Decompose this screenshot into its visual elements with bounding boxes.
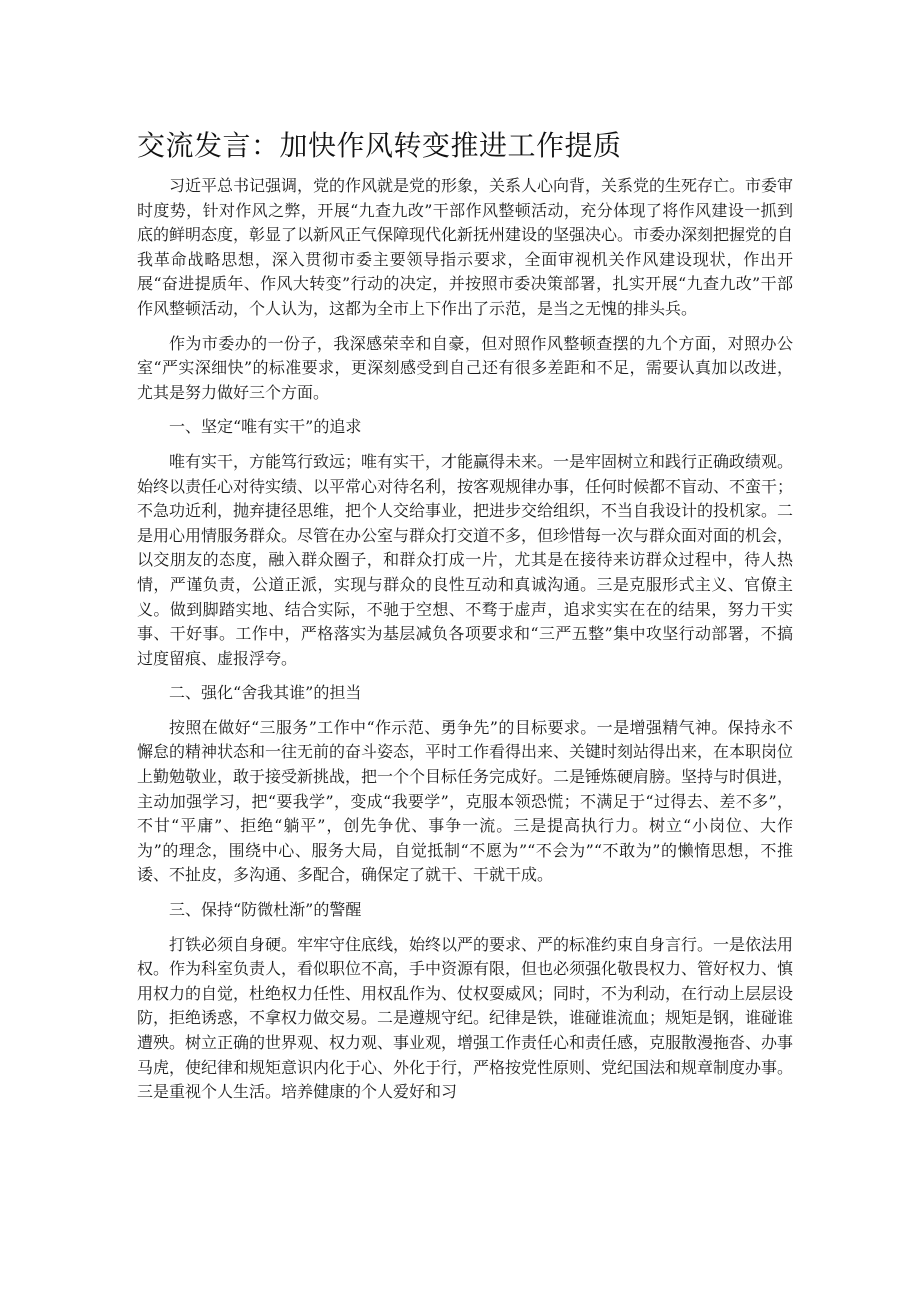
- intro-paragraph-1: 习近平总书记强调，党的作风就是党的形象，关系人心向背，关系党的生死存亡。市委审时度势，针对作风之弊，开展“九查九改”干部作风整顿活动，充分体现了将作风建设一抓到底的鲜明态度，彰显了以新风正气保障现代化新抚州建设的坚强决心。市委办深刻把握党的自我革命战略思想，深入贯彻市委主要领导指示要求，全面审视机关作风建设现状，作出开展“奋进提质年、作风大转变”行动的决定，并按照市委决策部署，扎实开展“九查九改”干部作风整顿活动，个人认为，这都为全市上下作出了示范，是当之无愧的排头兵。: [137, 176, 794, 318]
- document-title: 交流发言：加快作风转变推进工作提质: [137, 129, 622, 162]
- section-1-heading: 一、坚定“唯有实干”的追求: [169, 417, 362, 437]
- section-2-heading: 二、强化“舍我其谁”的担当: [169, 683, 362, 703]
- document-content: [137, 128, 793, 1115]
- section-1-body: 唯有实干，方能笃行致远；唯有实干，才能赢得未来。一是牢固树立和践行正确政绩观。始终以责任心对待实绩、以平常心对待名利，按客观规律办事，任何时候都不盲动、不蛮干；不急功近利，抛弃捷径思维，把个人交给事业，把进步交给组织，不当自我设计的投机家。二是用心用情服务群众。尽管在办公室与群众打交道不多，但珍惜每一次与群众面对面的机会，以交朋友的态度，融入群众圈子，和群众打成一片，尤其是在接待来访群众过程中，待人热情，严谨负责，公道正派，实现与群众的良性互动和真诚沟通。三是克服形式主义、官僚主义。做到脚踏实地、结合实际，不驰于空想、不骛于虚声，追求实实在在的结果，努力干实事、干好事。工作中，严格落实为基层减负各项要求和“三严五整”集中攻坚行动部署，不搞过度留痕、虚报浮夸。: [137, 451, 794, 668]
- section-3-body: 打铁必须自身硬。牢牢守住底线，始终以严的要求、严的标准约束自身言行。一是依法用权。作为科室负责人，看似职位不高，手中资源有限，但也必须强化敬畏权力、管好权力、慎用权力的自觉，杜绝权力任性、用权乱作为、仗权耍威风；同时，不为利动，在行动上层层设防，拒绝诱惑，不拿权力做交易。二是遵规守纪。纪律是铁，谁碰谁流血；规矩是钢，谁碰谁遭殃。树立正确的世界观、权力观、事业观，增强工作责任心和责任感，克服散漫拖沓、办事马虎，使纪律和规矩意识内化于心、外化于行，严格按党性原则、党纪国法和规章制度办事。三是重视个人生活。培养健康的个人爱好和习: [137, 934, 794, 1102]
- section-2-body: 按照在做好“三服务”工作中“作示范、勇争先”的目标要求。一是增强精气神。保持永不懈怠的精神状态和一往无前的奋斗姿态，平时工作看得出来、关键时刻站得出来，在本职岗位上勤勉敬业，敢于接受新挑战，把一个个目标任务完成好。二是锤炼硬肩膀。坚持与时俱进，主动加强学习，把“要我学”，变成“我要学”，克服本领恐慌；不满足于“过得去、差不多”，不甘“平庸”、拒绝“躺平”，创先争优、事争一流。三是提高执行力。树立“小岗位、大作为”的理念，围绕中心、服务大局，自觉抵制“不愿为”“不会为”“不敢为”的懒惰思想，不推诿、不扯皮，多沟通、多配合，确保定了就干、干就干成。: [137, 717, 794, 885]
- section-3-heading: 三、保持“防微杜渐”的警醒: [169, 900, 362, 920]
- intro-paragraph-2: 作为市委办的一份子，我深感荣幸和自豪，但对照作风整顿查摆的九个方面，对照办公室“严实深细快”的标准要求，更深刻感受到自己还有很多差距和不足，需要认真加以改进，尤其是努力做好三个方面。: [137, 333, 793, 402]
